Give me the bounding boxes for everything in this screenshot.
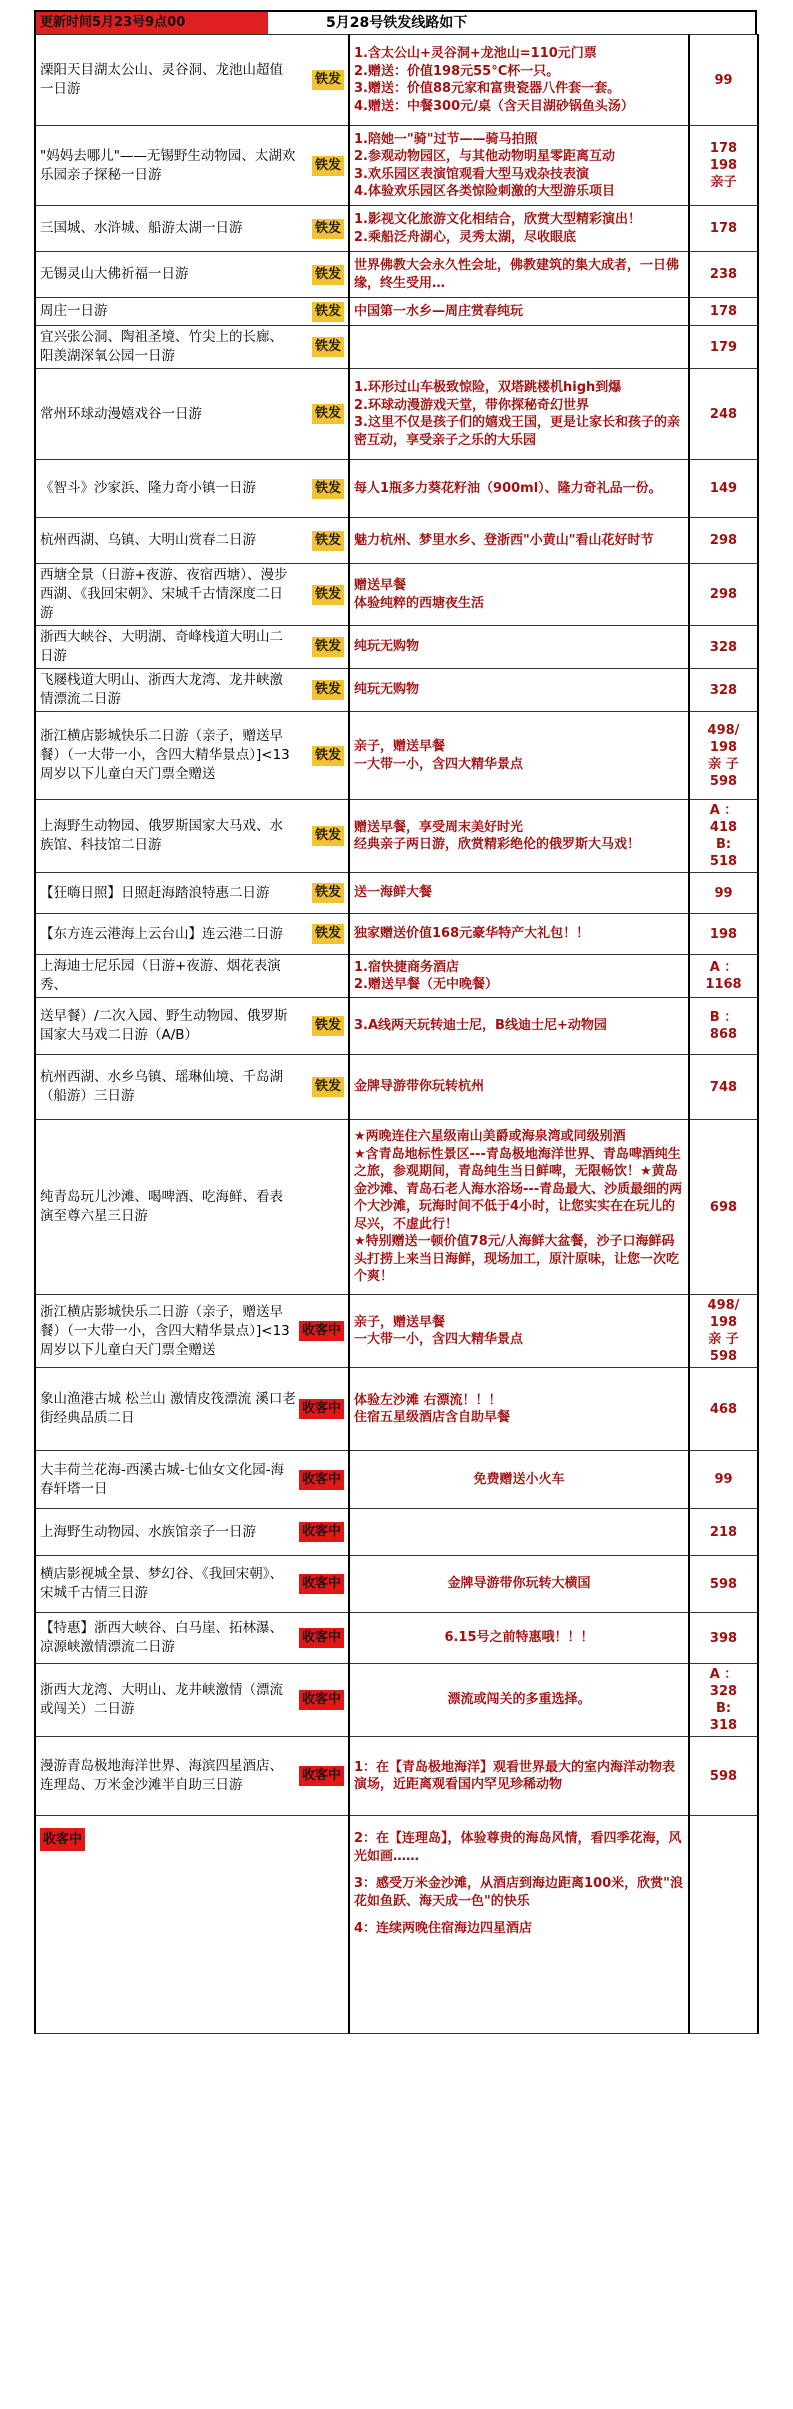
route-desc-cell <box>349 326 689 369</box>
route-row <box>35 955 758 998</box>
route-row <box>35 369 758 460</box>
route-description: 送一海鲜大餐 <box>354 885 433 901</box>
status-badge-booking: 收客中 <box>299 1321 344 1341</box>
route-price-cell <box>689 1737 758 1816</box>
route-name-cell <box>35 298 349 326</box>
route-row <box>35 35 758 126</box>
route-row <box>35 1368 758 1451</box>
route-price-cell <box>689 626 758 669</box>
route-price-cell <box>689 252 758 298</box>
route-name-cell <box>35 1664 349 1737</box>
route-name: 宜兴张公洞、陶祖圣境、竹尖上的长廊、阳羡湖深氧公园一日游 <box>40 329 283 364</box>
status-badge-confirmed: 铁发 <box>312 302 344 322</box>
status-badge-confirmed: 铁发 <box>312 585 344 605</box>
route-description: 1：在【青岛极地海洋】观看世界最大的室内海洋动物表演场，近距离观看国内罕见珍稀动物 <box>354 1759 676 1792</box>
route-description: 亲子，赠送早餐 一大带一小，含四大精华景点 <box>354 1314 524 1347</box>
route-desc-cell <box>349 1451 689 1509</box>
route-price-cell <box>689 1816 758 2034</box>
route-row <box>35 626 758 669</box>
route-name: 象山渔港古城 松兰山 激情皮筏漂流 溪口老街经典品质二日 <box>40 1391 296 1426</box>
route-table <box>34 34 759 2034</box>
route-name: 《智斗》沙家浜、隆力奇小镇一日游 <box>40 480 256 496</box>
status-badge-confirmed: 铁发 <box>312 1016 344 1036</box>
status-badge-confirmed: 铁发 <box>312 531 344 551</box>
status-badge-confirmed: 铁发 <box>312 219 344 239</box>
route-price-cell <box>689 800 758 873</box>
status-badge-booking: 收客中 <box>299 1628 344 1648</box>
route-name-cell <box>35 955 349 998</box>
route-name: 横店影视城全景、梦幻谷、《我回宋朝》、宋城千古情三日游 <box>40 1566 283 1601</box>
route-name-cell <box>35 518 349 564</box>
route-price-cell <box>689 712 758 800</box>
header-bar <box>34 10 757 34</box>
route-price: B ： 868 <box>709 1010 738 1042</box>
route-name-cell <box>35 998 349 1055</box>
status-badge-confirmed: 铁发 <box>312 156 344 176</box>
route-price-cell <box>689 1556 758 1613</box>
route-name-cell <box>35 1509 349 1556</box>
route-price: 698 <box>709 1199 738 1215</box>
route-desc-cell <box>349 712 689 800</box>
route-name: 周庄一日游 <box>40 303 108 319</box>
route-name-cell <box>35 1055 349 1120</box>
route-desc-cell <box>349 1556 689 1613</box>
route-description: 金牌导游带你玩转大横国 <box>447 1576 591 1592</box>
route-description: 赠送早餐 体验纯粹的西塘夜生活 <box>354 578 485 611</box>
route-name: 浙西大峡谷、大明湖、奇峰栈道大明山二日游 <box>40 629 283 664</box>
status-badge-booking: 收客中 <box>299 1522 344 1542</box>
route-description: 亲子，赠送早餐 一大带一小，含四大精华景点 <box>354 739 524 772</box>
route-desc-cell <box>349 800 689 873</box>
route-desc-cell <box>349 126 689 206</box>
route-name: 溧阳天目湖太公山、灵谷洞、龙池山超值一日游 <box>40 62 283 97</box>
route-price: 748 <box>709 1079 738 1095</box>
route-price-cell <box>689 1120 758 1295</box>
route-price-cell <box>689 518 758 564</box>
status-badge-confirmed: 铁发 <box>312 404 344 424</box>
route-price-cell <box>689 1295 758 1368</box>
route-desc-cell <box>349 669 689 712</box>
route-name: 浙西大龙湾、大明山、龙井峡激情（漂流或闯关）二日游 <box>40 1682 283 1717</box>
status-badge-confirmed: 铁发 <box>312 746 344 766</box>
route-price-cell <box>689 998 758 1055</box>
route-description: 金牌导游带你玩转杭州 <box>354 1079 485 1095</box>
route-description: 免费赠送小火车 <box>473 1471 565 1487</box>
route-row <box>35 1055 758 1120</box>
status-badge-confirmed: 铁发 <box>312 265 344 285</box>
route-name: 三国城、水浒城、船游太湖一日游 <box>40 220 243 236</box>
route-price: 149 <box>709 481 738 496</box>
route-price: A ： 418 B: 518 <box>709 803 738 869</box>
route-desc-cell <box>349 873 689 914</box>
route-name-cell <box>35 873 349 914</box>
route-description: 中国第一水乡—周庄赏春纯玩 <box>354 303 524 319</box>
route-name-cell <box>35 1816 349 2034</box>
route-description: 1.含太公山+灵谷洞+龙池山=110元门票 2.赠送：价值198元55°C杯一只。 3.赠送：价值88元家和富贵瓷器八件套一套。 4.赠送：中餐300元/桌（含天目湖砂锅鱼头汤） <box>354 46 634 114</box>
route-name-cell <box>35 369 349 460</box>
route-description-line: 3：感受万米金沙滩，从酒店到海边距离100米，欣赏"浪花如鱼跃、海天成一色"的快乐 <box>354 1876 683 1909</box>
status-badge-confirmed: 铁发 <box>312 680 344 700</box>
route-desc-cell <box>349 252 689 298</box>
route-description: ★两晚连住六星级南山美爵或海泉湾或同级别酒 ★含青岛地标性景区---青岛极地海洋世界、青岛啤酒纯生之旅，参观期间，青岛纯生当日鲜啤，无限畅饮！★黄岛金沙滩、青岛石老人海水浴场---青岛最大、沙质最细的两个大沙滩，玩海时间不低于4小时，让您实实在在玩儿的尽兴，不虚此行！ ★特别赠送一顿价值78元/人海鲜大盆餐，沙子口海鲜码头打捞上来当日海鲜，现场加工，原汁原味，让您一次吃个爽！ <box>354 1129 683 1285</box>
status-badge-confirmed: 铁发 <box>312 70 344 90</box>
route-name: 漫游青岛极地海洋世界、海滨四星酒店、连理岛、万米金沙滩半自助三日游 <box>40 1758 283 1793</box>
route-desc-cell <box>349 1295 689 1368</box>
route-price: 238 <box>709 267 738 282</box>
route-desc-cell <box>349 955 689 998</box>
route-description: 漂流或闯关的多重选择。 <box>447 1692 591 1708</box>
route-row <box>35 206 758 252</box>
route-row-extended <box>35 1816 758 2034</box>
status-badge-confirmed: 铁发 <box>312 479 344 499</box>
status-badge-confirmed: 铁发 <box>312 337 344 357</box>
route-row <box>35 1509 758 1556</box>
route-price: 298 <box>709 587 738 602</box>
route-name: 【特惠】浙西大峡谷、白马崖、拓林瀑、凉源峡激情漂流二日游 <box>40 1620 283 1655</box>
route-name-cell <box>35 800 349 873</box>
route-desc-cell <box>349 298 689 326</box>
route-description: 体验左沙滩 右漂流！！！ 住宿五星级酒店含自助早餐 <box>354 1392 511 1425</box>
route-price-cell <box>689 35 758 126</box>
update-time-label: 更新时间5月23号9点00 <box>36 12 268 34</box>
route-description: 1.宿快捷商务酒店 2.赠送早餐（无中晚餐） <box>354 959 498 992</box>
route-row <box>35 1120 758 1295</box>
route-price: 328 <box>709 682 738 698</box>
route-desc-cell <box>349 369 689 460</box>
route-description: 魅力杭州、梦里水乡、登浙西"小黄山"看山花好时节 <box>354 532 654 548</box>
route-name: 飞屦栈道大明山、浙西大龙湾、龙井峡激情漂流二日游 <box>40 672 283 707</box>
status-badge-confirmed: 铁发 <box>312 924 344 944</box>
route-price: 198 <box>709 926 738 942</box>
status-badge-booking: 收客中 <box>40 1828 85 1851</box>
route-name-cell <box>35 1556 349 1613</box>
route-name-cell <box>35 1737 349 1816</box>
route-description: 1.陪她一"骑"过节——骑马拍照 2.参观动物园区，与其他动物明星零距离互动 3.欢乐园区表演馆观看大型马戏杂技表演 4.体验欢乐园区各类惊险刺激的大型游乐项目 <box>354 131 615 199</box>
route-row <box>35 873 758 914</box>
status-badge-confirmed: 铁发 <box>312 883 344 903</box>
route-price: 179 <box>709 339 738 355</box>
route-name: 上海野生动物园、俄罗斯国家大马戏、水族馆、科技馆二日游 <box>40 818 283 853</box>
route-row <box>35 1613 758 1664</box>
route-list-page <box>34 10 757 2034</box>
status-badge-confirmed: 铁发 <box>312 1077 344 1097</box>
route-row <box>35 1451 758 1509</box>
route-name: 无锡灵山大佛祈福一日游 <box>40 266 189 282</box>
route-desc-cell <box>349 1816 689 2034</box>
route-price: 99 <box>714 72 733 88</box>
route-price-cell <box>689 298 758 326</box>
route-row <box>35 518 758 564</box>
route-name: 【狂嗨日照】日照赶海踏浪特惠二日游 <box>40 884 270 901</box>
route-row <box>35 252 758 298</box>
route-row <box>35 998 758 1055</box>
route-price: 99 <box>714 1472 733 1487</box>
route-name: 【东方连云港海上云台山】连云港二日游 <box>40 925 283 942</box>
route-name: 西塘全景（日游+夜游、夜宿西塘）、漫步西湖、《我回宋朝》、宋城千古情深度二日游 <box>40 567 288 621</box>
route-name-cell <box>35 326 349 369</box>
route-row <box>35 1295 758 1368</box>
route-price: 178 <box>709 304 738 319</box>
route-name-cell <box>35 1120 349 1295</box>
route-price-cell <box>689 669 758 712</box>
route-price-cell <box>689 326 758 369</box>
route-price-cell <box>689 126 758 206</box>
route-desc-cell <box>349 518 689 564</box>
route-price: 498/ 198 亲 子 598 <box>707 1298 740 1364</box>
route-row <box>35 326 758 369</box>
status-badge-booking: 收客中 <box>299 1574 344 1594</box>
route-price: 598 <box>709 1576 738 1592</box>
status-badge-confirmed: 铁发 <box>312 637 344 657</box>
route-row <box>35 126 758 206</box>
route-price-cell <box>689 1368 758 1451</box>
route-price-cell <box>689 873 758 914</box>
route-price: 598 <box>709 1768 738 1784</box>
status-badge-booking: 收客中 <box>299 1399 344 1419</box>
route-desc-cell <box>349 1613 689 1664</box>
route-price-cell <box>689 369 758 460</box>
route-row <box>35 914 758 955</box>
route-name: 上海迪士尼乐园（日游+夜游、烟花表演秀、 <box>40 958 281 993</box>
route-price: 99 <box>714 885 733 901</box>
route-row <box>35 800 758 873</box>
route-row <box>35 1556 758 1613</box>
route-row <box>35 564 758 626</box>
route-description: 6.15号之前特惠哦！！！ <box>444 1630 594 1646</box>
status-badge-booking: 收客中 <box>299 1766 344 1786</box>
route-name: 浙江横店影城快乐二日游（亲子，赠送早餐）（一大带一小，含四大精华景点）]<13周岁以下儿童白天门票全赠送 <box>40 728 290 782</box>
route-description: 独家赠送价值168元豪华特产大礼包！！ <box>354 926 590 942</box>
route-name: 常州环球动漫嬉戏谷一日游 <box>40 405 202 422</box>
route-price: 328 <box>709 639 738 655</box>
status-badge-confirmed: 铁发 <box>312 826 344 846</box>
route-name: 上海野生动物园、水族馆亲子一日游 <box>40 1523 256 1540</box>
status-badge-booking: 收客中 <box>299 1470 344 1490</box>
route-price: 398 <box>709 1630 738 1646</box>
route-row <box>35 669 758 712</box>
route-row <box>35 712 758 800</box>
route-name-cell <box>35 914 349 955</box>
route-price-cell <box>689 206 758 252</box>
route-desc-cell <box>349 914 689 955</box>
route-price: A ： 328 B: 318 <box>709 1667 738 1733</box>
route-price-cell <box>689 1451 758 1509</box>
route-desc-cell <box>349 626 689 669</box>
route-desc-cell <box>349 1120 689 1295</box>
route-desc-cell <box>349 998 689 1055</box>
route-price: 498/ 198 亲 子 598 <box>707 722 740 789</box>
route-price: 298 <box>709 533 738 548</box>
route-desc-cell <box>349 564 689 626</box>
route-name-cell <box>35 1613 349 1664</box>
route-name-cell <box>35 1451 349 1509</box>
page-title: 5月28号铁发线路如下 <box>326 15 468 31</box>
route-name: 浙江横店影城快乐二日游（亲子，赠送早餐）（一大带一小，含四大精华景点）]<13周岁以下儿童白天门票全赠送 <box>40 1303 290 1358</box>
route-price: 248 <box>709 406 738 422</box>
route-price: 218 <box>709 1524 738 1540</box>
route-name-cell <box>35 1368 349 1451</box>
route-desc-cell <box>349 1737 689 1816</box>
route-name-cell <box>35 35 349 126</box>
route-price-cell <box>689 955 758 998</box>
route-name-cell <box>35 460 349 518</box>
route-desc-cell <box>349 1664 689 1737</box>
route-price: 468 <box>709 1401 738 1417</box>
route-desc-cell <box>349 1055 689 1120</box>
route-price-cell <box>689 1055 758 1120</box>
route-description: 每人1瓶多力葵花籽油（900ml）、隆力奇礼品一份。 <box>354 480 662 496</box>
route-price-cell <box>689 1613 758 1664</box>
route-name-cell <box>35 564 349 626</box>
route-name-cell <box>35 626 349 669</box>
route-name: 纯青岛玩儿沙滩、喝啤酒、吃海鲜、看表演至尊六星三日游 <box>40 1189 283 1224</box>
route-description: 纯玩无购物 <box>354 682 420 698</box>
route-price-cell <box>689 914 758 955</box>
route-row <box>35 1664 758 1737</box>
route-description: 3.A线两天玩转迪士尼，B线迪士尼+动物园 <box>354 1018 607 1034</box>
route-name: "妈妈去哪儿"——无锡野生动物园、太湖欢乐园亲子探秘一日游 <box>40 147 296 183</box>
route-name-cell <box>35 126 349 206</box>
route-price: 178 198 亲子 <box>709 141 738 190</box>
route-desc-cell <box>349 460 689 518</box>
route-row <box>35 298 758 326</box>
route-desc-cell <box>349 1509 689 1556</box>
route-desc-cell <box>349 35 689 126</box>
route-name-cell <box>35 712 349 800</box>
route-desc-cell <box>349 1368 689 1451</box>
route-description-line: 2：在【连理岛】，体验尊贵的海岛风情，看四季花海，风光如画…… <box>354 1831 682 1864</box>
route-description: 赠送早餐，享受周末美好时光 经典亲子两日游，欣赏精彩绝伦的俄罗斯大马戏！ <box>354 819 641 852</box>
route-name: 杭州西湖、乌镇、大明山赏春二日游 <box>40 532 256 548</box>
route-price-cell <box>689 564 758 626</box>
route-description: 纯玩无购物 <box>354 639 420 655</box>
route-price-cell <box>689 460 758 518</box>
route-description-line: 4：连续两晚住宿海边四星酒店 <box>354 1921 533 1936</box>
route-name-cell <box>35 252 349 298</box>
route-price-cell <box>689 1509 758 1556</box>
route-desc-cell <box>349 206 689 252</box>
route-name-cell <box>35 669 349 712</box>
status-badge-booking: 收客中 <box>299 1690 344 1710</box>
route-name-cell <box>35 1295 349 1368</box>
route-description: 1.环形过山车极致惊险，双塔跳楼机high到爆 2.环球动漫游戏天堂，带你探秘奇幻世界 3.这里不仅是孩子们的嬉戏王国，更是让家长和孩子的亲密互动，享受亲子之乐的大乐园 <box>354 380 680 448</box>
route-description: 1.影视文化旅游文化相结合，欣赏大型精彩演出！ 2.乘船泛舟湖心，灵秀太湖，尽收眼底 <box>354 212 641 245</box>
route-name: 送早餐）/二次入园、野生动物园、俄罗斯国家大马戏二日游（A/B） <box>40 1008 288 1043</box>
route-price: 178 <box>709 221 738 236</box>
route-price-cell <box>689 1664 758 1737</box>
route-row <box>35 1737 758 1816</box>
route-name: 大丰荷兰花海-西溪古城-七仙女文化园-海春轩塔一日 <box>40 1461 285 1497</box>
route-name: 杭州西湖、水乡乌镇、瑶琳仙境、千岛湖（船游）三日游 <box>40 1069 283 1104</box>
route-price: A ： 1168 <box>705 960 742 992</box>
route-description: 世界佛教大会永久性会址，佛教建筑的集大成者，一日佛缘，终生受用… <box>354 258 680 291</box>
route-row <box>35 460 758 518</box>
route-name-cell <box>35 206 349 252</box>
